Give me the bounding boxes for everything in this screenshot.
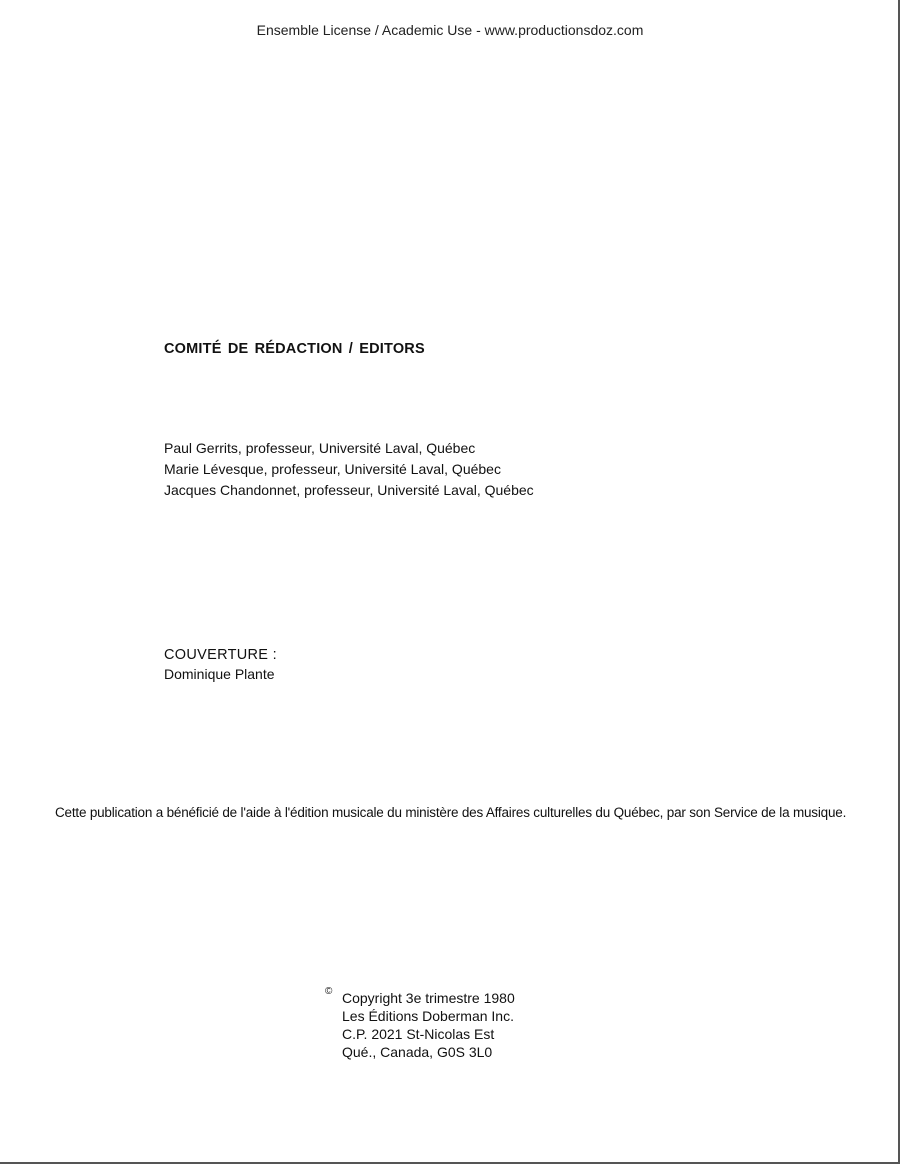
cover-label: COUVERTURE : xyxy=(164,647,277,663)
address-line: C.P. 2021 St-Nicolas Est xyxy=(342,1026,495,1042)
publisher-line: Les Éditions Doberman Inc. xyxy=(342,1008,514,1024)
address-line: Qué., Canada, G0S 3L0 xyxy=(342,1044,493,1060)
copyright-line: Copyright 3e trimestre 1980 xyxy=(342,990,515,1006)
copyright-block xyxy=(342,989,515,1061)
cover-artist: Dominique Plante xyxy=(164,666,275,682)
copyright-icon: © xyxy=(325,986,333,997)
license-header: Ensemble License / Academic Use - www.productionsdoz.com xyxy=(256,22,644,38)
editor-entry: Jacques Chandonnet, professeur, Université Laval, Québec xyxy=(164,482,534,498)
support-note: Cette publication a bénéficié de l'aide à l'édition musicale du ministère des Affaires culturelles du Québec, par son Service de la musique. xyxy=(55,805,847,820)
editors-list xyxy=(164,438,534,501)
editors-heading: COMITÉ DE RÉDACTION / EDITORS xyxy=(164,341,425,357)
editor-entry: Paul Gerrits, professeur, Université Laval, Québec xyxy=(164,440,476,456)
editor-entry: Marie Lévesque, professeur, Université Laval, Québec xyxy=(164,461,501,477)
